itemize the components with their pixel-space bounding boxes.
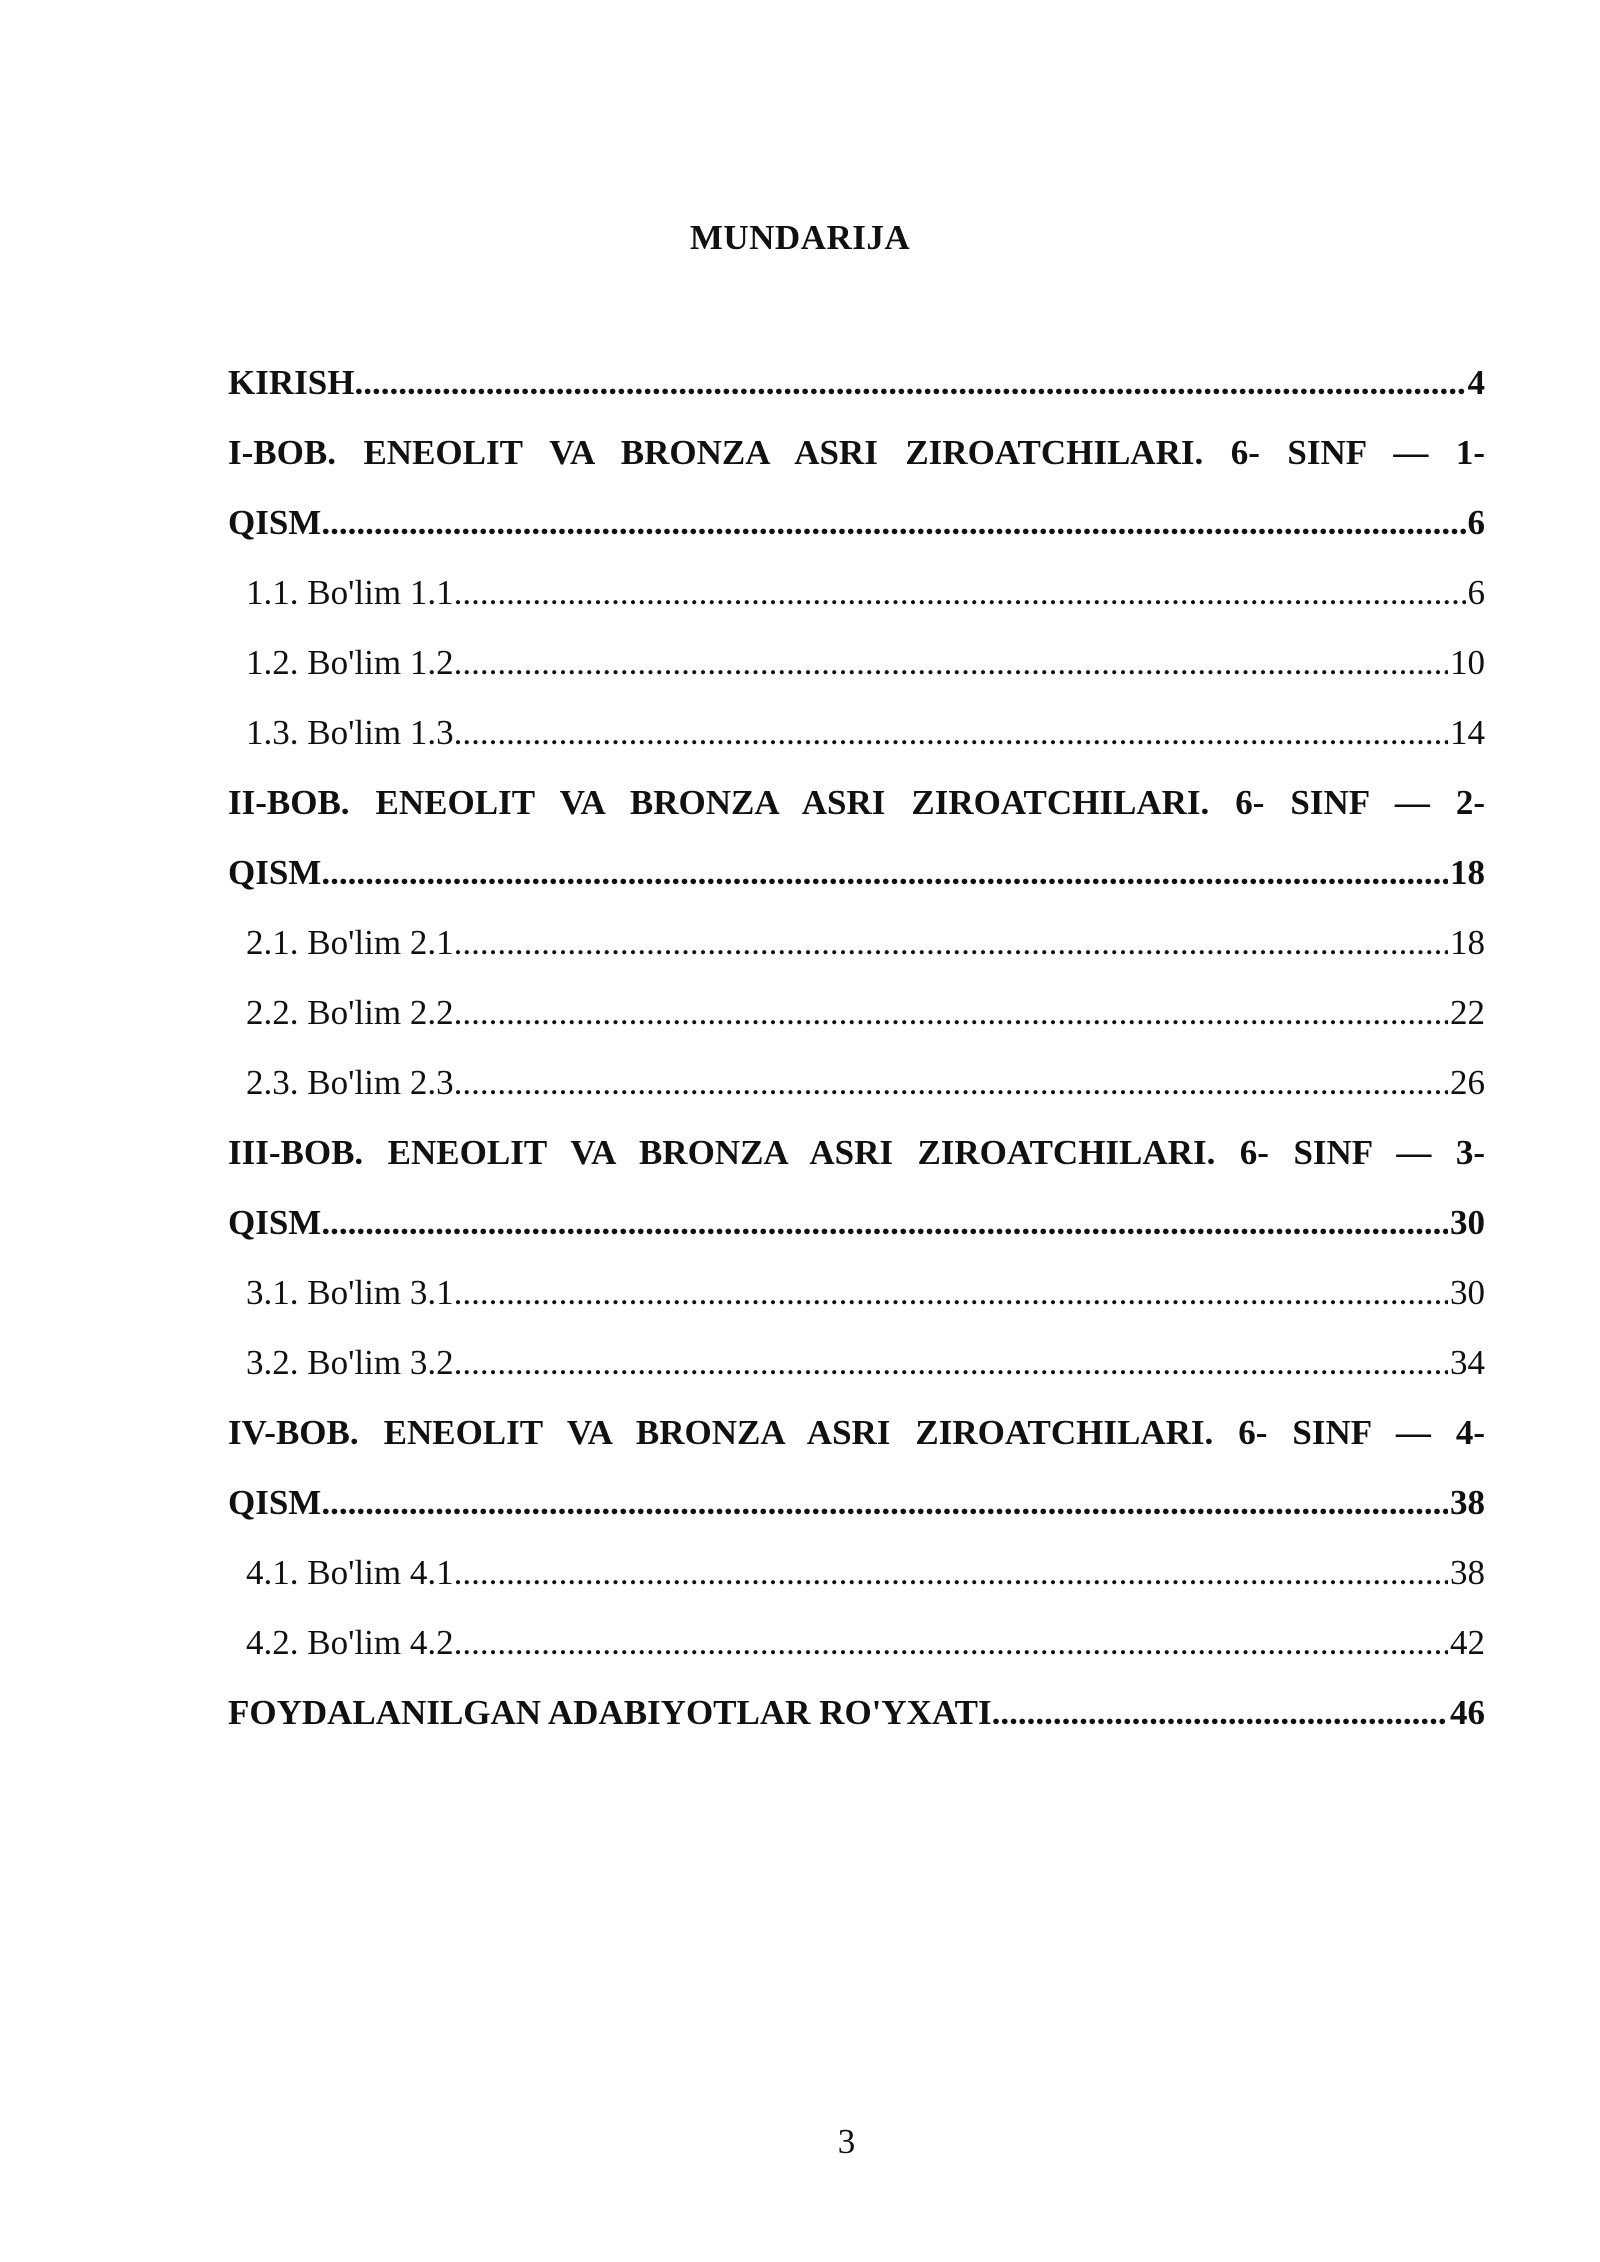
toc-chapter-1-tail[interactable] <box>228 488 1485 558</box>
toc-section-4-2[interactable] <box>228 1608 1485 1678</box>
dot-leader <box>454 1048 1448 1118</box>
toc-entry-page: 42 <box>1450 1623 1485 1662</box>
toc-entry-label: 2.2. Bo'lim 2.2 <box>246 993 454 1032</box>
dot-leader <box>454 698 1448 768</box>
toc-entry-page: 46 <box>1450 1693 1485 1732</box>
table-of-contents <box>228 348 1485 1748</box>
toc-section-1-2[interactable] <box>228 628 1485 698</box>
toc-entry-label: FOYDALANILGAN ADABIYOTLAR RO'YXATI <box>228 1693 992 1732</box>
dot-leader <box>454 978 1448 1048</box>
toc-entry-page: 10 <box>1450 643 1485 682</box>
toc-section-4-1[interactable] <box>228 1538 1485 1608</box>
toc-entry-label: QISM <box>228 1203 322 1242</box>
toc-chapter-4-tail[interactable] <box>228 1468 1485 1538</box>
page-title: MUNDARIJA <box>689 218 911 257</box>
toc-chapter-2-heading[interactable]: II-BOB. ENEOLIT VA BRONZA ASRI ZIROATCHILARI. 6- SINF — 2- <box>228 783 1485 822</box>
dot-leader <box>454 558 1466 628</box>
toc-section-2-1[interactable] <box>228 908 1485 978</box>
toc-entry-label: QISM <box>228 1483 322 1522</box>
page-number: 3 <box>837 2122 856 2161</box>
toc-entry-page: 22 <box>1450 993 1485 1032</box>
toc-entry-label: KIRISH <box>228 363 355 402</box>
toc-entry-page: 30 <box>1450 1273 1485 1312</box>
dot-leader <box>354 348 1465 418</box>
toc-section-1-1[interactable] <box>228 558 1485 628</box>
toc-entry-page: 26 <box>1450 1063 1485 1102</box>
toc-entry-label: 1.2. Bo'lim 1.2 <box>246 643 454 682</box>
dot-leader <box>454 1328 1448 1398</box>
toc-chapter-2-tail[interactable] <box>228 838 1485 908</box>
toc-entry-label: 4.2. Bo'lim 4.2 <box>246 1623 454 1662</box>
toc-entry-label: 3.1. Bo'lim 3.1 <box>246 1273 454 1312</box>
dot-leader <box>454 1538 1448 1608</box>
toc-section-2-2[interactable] <box>228 978 1485 1048</box>
toc-entry-page: 34 <box>1450 1343 1485 1382</box>
toc-entry-page: 4 <box>1467 363 1485 402</box>
toc-entry-page: 14 <box>1450 713 1485 752</box>
toc-entry-page: 38 <box>1450 1553 1485 1592</box>
toc-entry-intro[interactable] <box>228 348 1485 418</box>
toc-chapter-3-heading[interactable]: III-BOB. ENEOLIT VA BRONZA ASRI ZIROATCHILARI. 6- SINF — 3- <box>228 1133 1485 1172</box>
dot-leader <box>454 1608 1448 1678</box>
dot-leader <box>321 1468 1448 1538</box>
toc-entry-page: 30 <box>1450 1203 1485 1242</box>
dot-leader <box>321 488 1465 558</box>
toc-entry-page: 18 <box>1450 923 1485 962</box>
toc-entry-references[interactable] <box>228 1678 1485 1748</box>
toc-entry-page: 6 <box>1467 573 1485 612</box>
toc-entry-label: 1.3. Bo'lim 1.3 <box>246 713 454 752</box>
toc-entry-page: 18 <box>1450 853 1485 892</box>
toc-entry-label: 2.3. Bo'lim 2.3 <box>246 1063 454 1102</box>
toc-entry-label: QISM <box>228 853 322 892</box>
toc-entry-label: QISM <box>228 503 322 542</box>
dot-leader <box>321 838 1448 908</box>
dot-leader <box>321 1188 1448 1258</box>
toc-entry-label: 2.1. Bo'lim 2.1 <box>246 923 454 962</box>
toc-section-3-2[interactable] <box>228 1328 1485 1398</box>
toc-entry-label: 3.2. Bo'lim 3.2 <box>246 1343 454 1382</box>
toc-section-2-3[interactable] <box>228 1048 1485 1118</box>
toc-chapter-3-tail[interactable] <box>228 1188 1485 1258</box>
toc-section-3-1[interactable] <box>228 1258 1485 1328</box>
toc-entry-label: 4.1. Bo'lim 4.1 <box>246 1553 454 1592</box>
toc-chapter-1-heading[interactable]: I-BOB. ENEOLIT VA BRONZA ASRI ZIROATCHILARI. 6- SINF — 1- <box>228 433 1485 472</box>
toc-entry-page: 6 <box>1467 503 1485 542</box>
toc-section-1-3[interactable] <box>228 698 1485 768</box>
dot-leader <box>992 1678 1448 1748</box>
dot-leader <box>454 628 1448 698</box>
dot-leader <box>454 1258 1448 1328</box>
toc-entry-page: 38 <box>1450 1483 1485 1522</box>
dot-leader <box>454 908 1448 978</box>
toc-entry-label: 1.1. Bo'lim 1.1 <box>246 573 454 612</box>
toc-chapter-4-heading[interactable]: IV-BOB. ENEOLIT VA BRONZA ASRI ZIROATCHILARI. 6- SINF — 4- <box>228 1413 1485 1452</box>
